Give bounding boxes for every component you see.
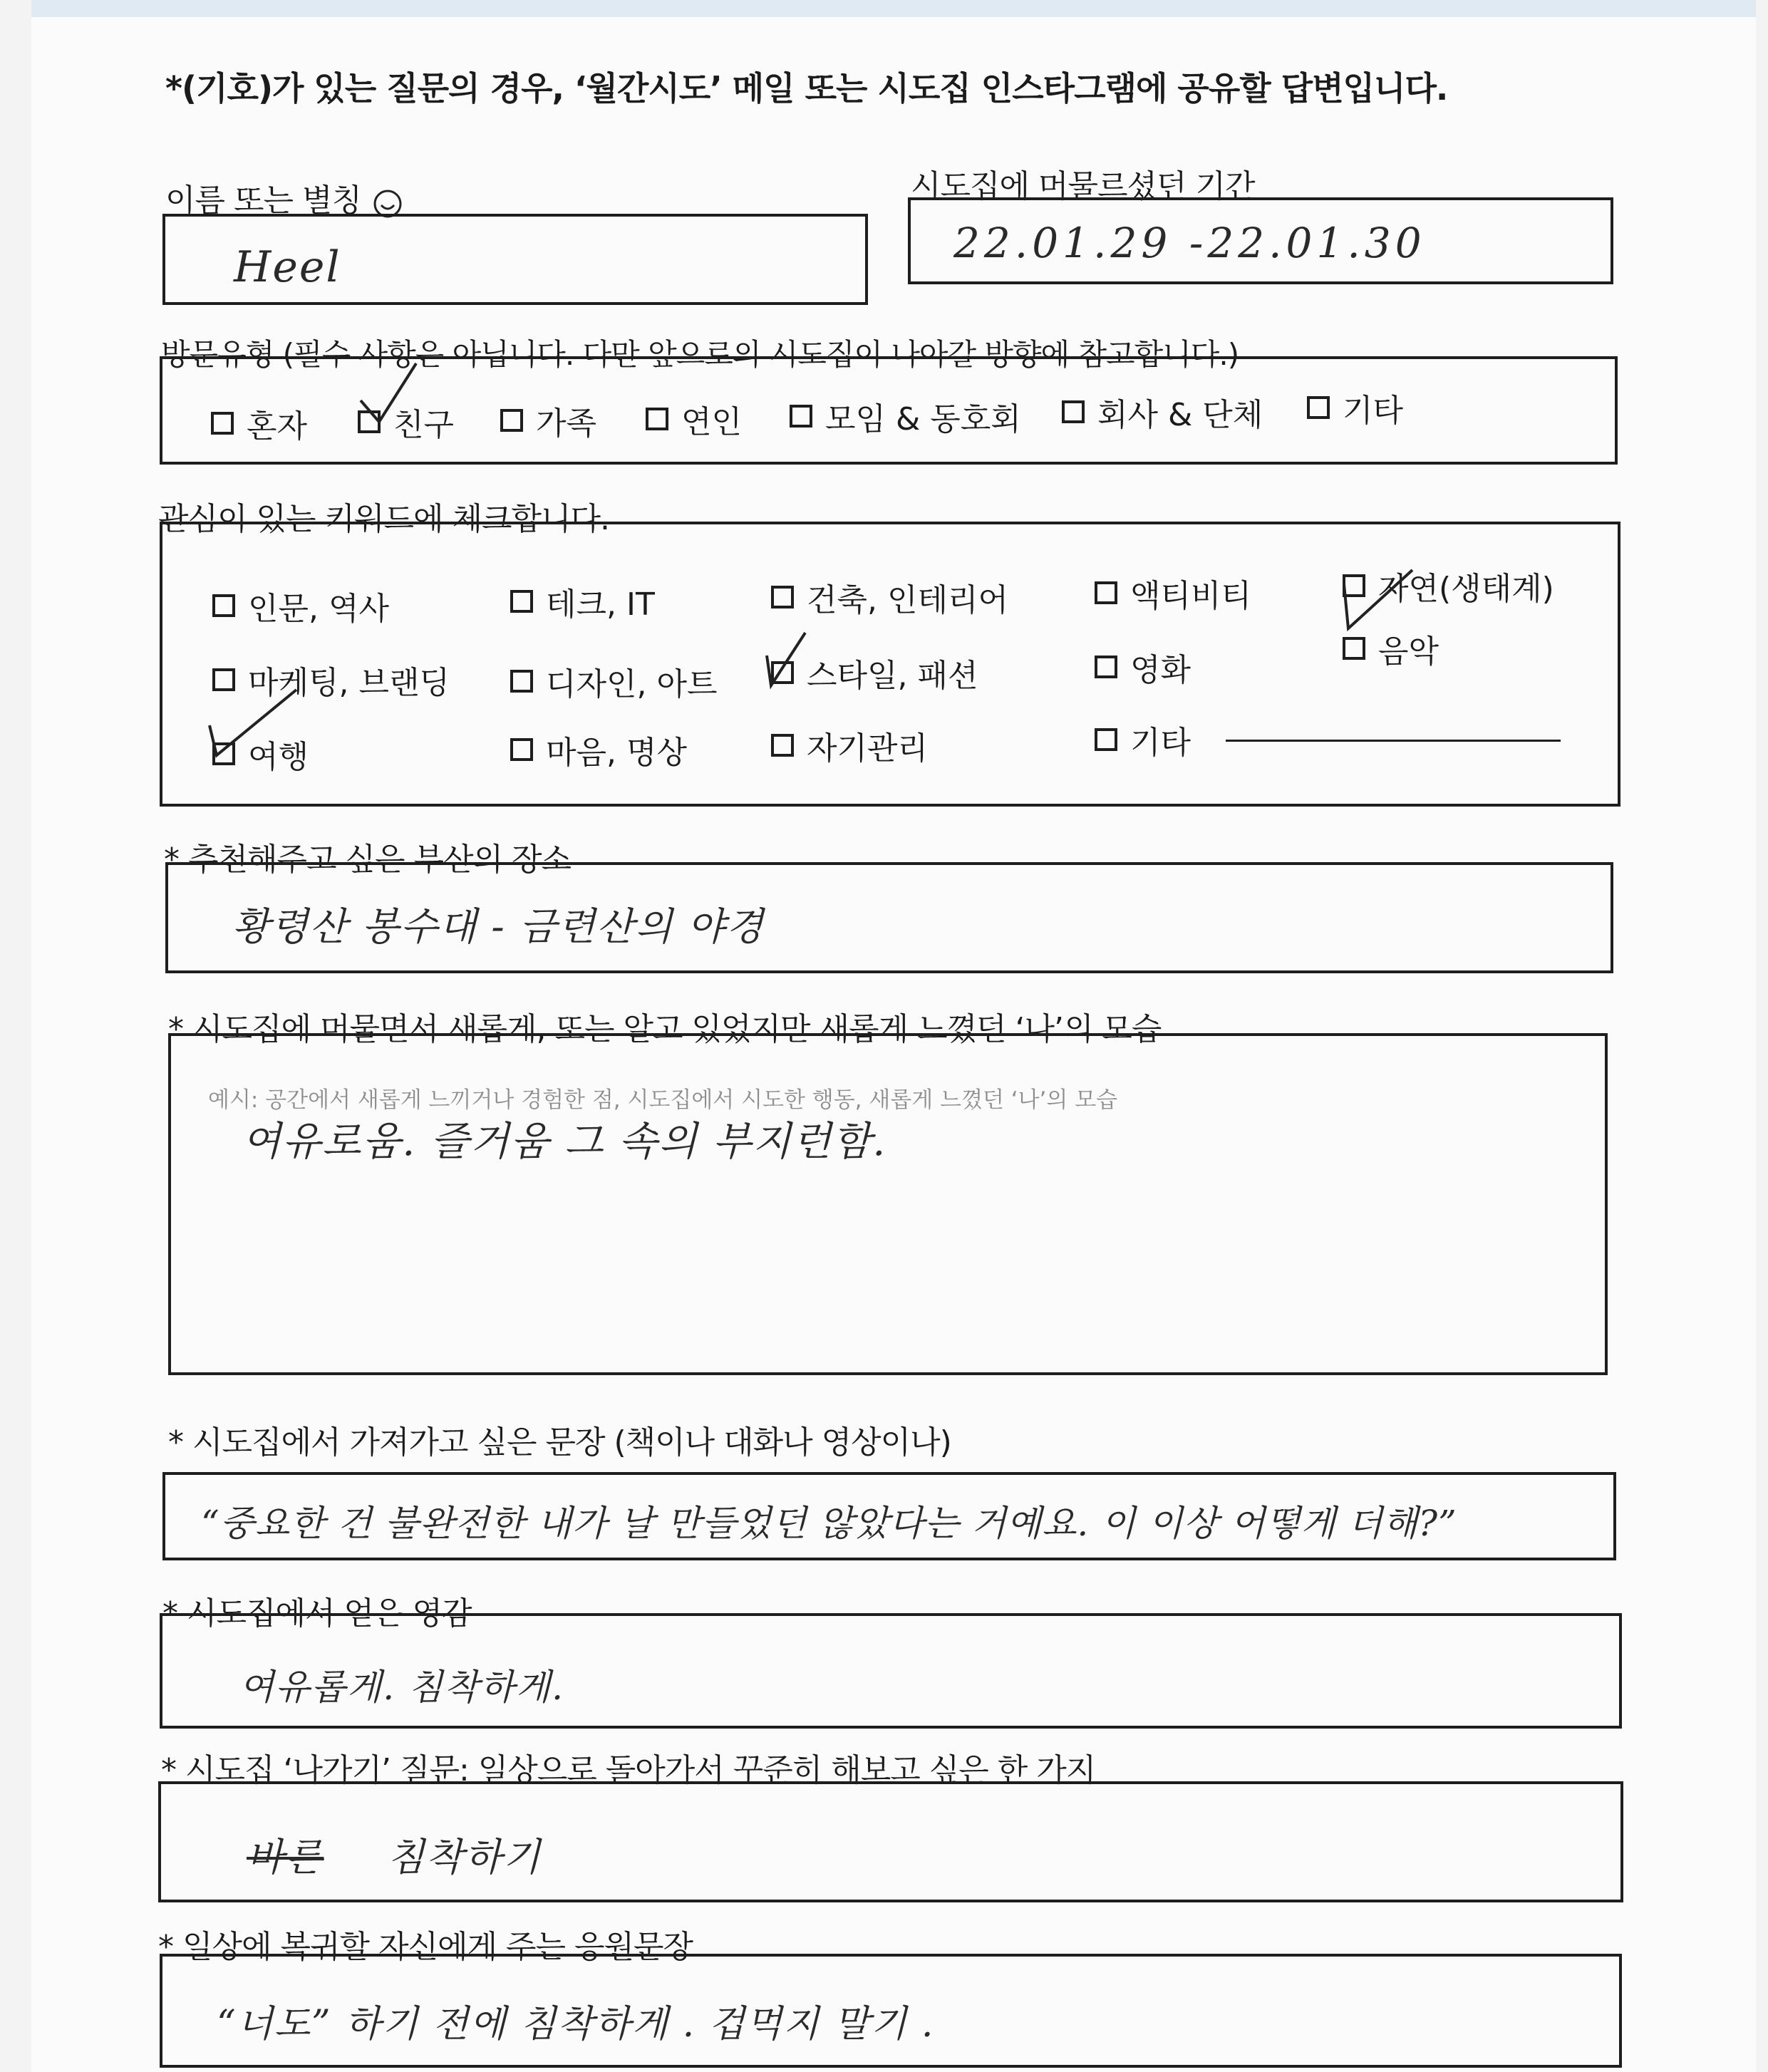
visit-checkbox-alone[interactable] xyxy=(211,412,234,435)
period-label: 시도집에 머물르셨던 기간 xyxy=(911,168,1255,204)
keyword-checkbox[interactable] xyxy=(510,590,533,613)
visit-option-company[interactable]: 회사 & 단체 xyxy=(1062,389,1263,435)
name-value: Heel xyxy=(234,242,341,292)
self-hint: 예시: 공간에서 새롭게 느끼거나 경험한 점, 시도집에서 시도한 행동, 새롭게 느꼈던 ‘나’의 모습 xyxy=(208,1087,1118,1113)
next-struck-word: 바른 xyxy=(247,1835,324,1880)
keyword-activity[interactable]: 액티비티 xyxy=(1095,570,1251,616)
next-answer-line xyxy=(247,1827,542,1882)
visit-option-alone[interactable]: 혼자 xyxy=(211,400,307,446)
keyword-checkbox[interactable] xyxy=(1095,581,1117,604)
keyword-checkbox[interactable] xyxy=(1095,728,1117,751)
keyword-tech[interactable]: 테크, IT xyxy=(510,579,655,624)
next-answer: 침착하기 xyxy=(387,1835,542,1880)
visit-checkbox-other[interactable] xyxy=(1307,396,1330,419)
visit-type-label: 방문유형 (필수 사항은 아닙니다. 다만 앞으로의 시도집이 나아갈 방향에 참고합니다.) xyxy=(161,337,1239,372)
place-answer-box[interactable] xyxy=(165,862,1613,973)
keyword-checkbox[interactable] xyxy=(510,670,533,693)
keyword-humanities[interactable]: 인문, 역사 xyxy=(212,583,389,628)
visit-checkbox-friend[interactable] xyxy=(358,410,381,433)
visit-checkbox-family[interactable] xyxy=(500,409,523,432)
visit-option-friend[interactable]: 친구 xyxy=(358,399,454,445)
keyword-checkbox[interactable] xyxy=(1343,637,1365,660)
keyword-checkbox[interactable] xyxy=(1343,574,1365,597)
form-header: *(기호)가 있는 질문의 경우, ‘월간시도’ 메일 또는 시도집 인스타그램에 공유할 답변입니다. xyxy=(165,69,1448,108)
keyword-design[interactable]: 디자인, 아트 xyxy=(510,658,718,704)
place-answer: 황령산 봉수대 - 금련산의 야경 xyxy=(232,904,765,949)
keyword-checkbox[interactable] xyxy=(212,668,235,691)
keyword-selfcare[interactable]: 자기관리 xyxy=(771,722,928,768)
inspiration-answer-box[interactable] xyxy=(160,1613,1622,1729)
cheer-answer-box[interactable] xyxy=(160,1954,1622,2068)
self-answer: 여유로움. 즐거움 그 속의 부지런함. xyxy=(242,1119,887,1165)
next-label: * 시도집 ‘나가기’ 질문: 일상으로 돌아가서 꾸준히 해보고 싶은 한 가지 xyxy=(161,1752,1096,1788)
keyword-style[interactable]: 스타일, 패션 xyxy=(771,650,978,695)
visit-option-family[interactable]: 가족 xyxy=(500,398,596,443)
keyword-checkbox[interactable] xyxy=(771,661,794,684)
sentence-label: * 시도집에서 가져가고 싶은 문장 (책이나 대화나 영상이나) xyxy=(168,1424,951,1461)
name-label: 이름 또는 별칭 xyxy=(165,175,405,220)
keyword-nature[interactable]: 자연(생태계) xyxy=(1343,563,1554,608)
keyword-music[interactable]: 음악 xyxy=(1343,626,1439,671)
keyword-marketing[interactable]: 마케팅, 브랜딩 xyxy=(212,657,450,703)
name-field[interactable] xyxy=(162,214,868,305)
keyword-architecture[interactable]: 건축, 인테리어 xyxy=(771,574,1008,620)
self-answer-box[interactable] xyxy=(168,1033,1608,1375)
cheer-answer: “너도” 하기 전에 침착하게 . 겁먹지 말기 . xyxy=(217,2003,935,2046)
visit-option-club[interactable]: 모임 & 동호회 xyxy=(790,393,1021,439)
keyword-checkbox[interactable] xyxy=(212,742,235,765)
self-label: * 시도집에 머물면서 새롭게, 또는 알고 있었지만 새롭게 느꼈던 ‘나’의 모습 xyxy=(168,1011,1162,1047)
visit-checkbox-couple[interactable] xyxy=(646,408,668,430)
visit-option-other[interactable]: 기타 xyxy=(1307,385,1403,430)
keyword-other[interactable]: 기타 xyxy=(1095,717,1191,762)
keyword-checkbox[interactable] xyxy=(771,586,794,608)
inspiration-label: * 시도집에서 얻은 영감 xyxy=(162,1595,472,1632)
paper-top-edge xyxy=(31,0,1756,17)
period-field[interactable] xyxy=(908,197,1613,284)
keyword-checkbox[interactable] xyxy=(510,738,533,761)
keyword-travel[interactable]: 여행 xyxy=(212,731,309,777)
keywords-label: 관심이 있는 키워드에 체크합니다. xyxy=(158,501,609,537)
keyword-mind[interactable]: 마음, 명상 xyxy=(510,727,687,772)
place-label: * 추천해주고 싶은 부산의 장소 xyxy=(164,841,571,878)
visit-checkbox-company[interactable] xyxy=(1062,400,1085,423)
keyword-checkbox[interactable] xyxy=(1095,656,1117,678)
visit-checkbox-club[interactable] xyxy=(790,405,812,428)
keyword-checkbox[interactable] xyxy=(212,594,235,617)
sentence-answer-box[interactable] xyxy=(162,1472,1616,1560)
inspiration-answer: 여유롭게. 침착하게. xyxy=(239,1667,565,1708)
keyword-other-blank[interactable] xyxy=(1226,740,1561,742)
keyword-checkbox[interactable] xyxy=(771,734,794,757)
visit-option-couple[interactable]: 연인 xyxy=(646,396,742,442)
cheer-label: * 일상에 복귀할 자신에게 주는 응원문장 xyxy=(158,1929,693,1965)
period-value: 22.01.29 -22.01.30 xyxy=(953,219,1426,267)
sentence-answer: “중요한 건 불완전한 내가 날 만들었던 않았다는 거예요. 이 이상 어떻게 더해?” xyxy=(201,1503,1457,1544)
next-answer-box[interactable] xyxy=(158,1781,1623,1902)
keyword-movie[interactable]: 영화 xyxy=(1095,644,1191,690)
